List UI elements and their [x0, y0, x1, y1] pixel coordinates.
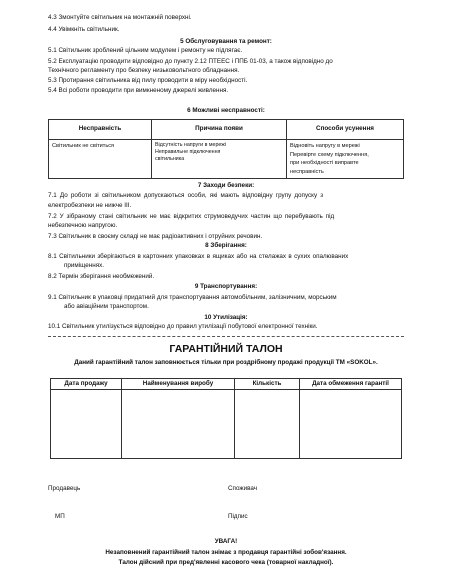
- buyer-label: Споживач: [228, 485, 258, 492]
- warranty-table-entry-row: [51, 390, 402, 459]
- remedy-cell: [287, 140, 404, 179]
- paragraph-7-2-line2: небезпечною напругою.: [48, 222, 118, 229]
- paragraph-8-2: 8.2 Термін зберігання необмежений.: [48, 273, 155, 280]
- seller-label: Продавець: [48, 485, 81, 492]
- fault-text: Світильник не світиться: [52, 143, 115, 149]
- warranty-table: [50, 378, 402, 459]
- cause-line-2: Неправильне підключення: [155, 149, 221, 155]
- section-5-heading: 5 Обслуговування та ремонт:: [180, 38, 272, 45]
- remedy-line-3: при необхідності виправте: [290, 160, 359, 167]
- remedy-line-1: Відновіть напругу в мережі: [290, 143, 360, 149]
- faults-table-header-row: [49, 120, 404, 140]
- remedy-line-2: Перевірте схему підключення,: [290, 151, 369, 158]
- sale-date-cell[interactable]: [51, 390, 122, 459]
- paragraph-9-1-line1: 9.1 Світильник в упаковці придатний для транспортування автомобільним, залізничним, морським: [48, 294, 337, 301]
- quantity-cell[interactable]: [235, 390, 300, 459]
- paragraph-5-4: 5.4 Всі роботи проводити при вимкненому джерелі живлення.: [48, 87, 229, 94]
- section-8-heading: 8 Зберігання:: [205, 242, 247, 249]
- paragraph-5-2-line1: 5.2 Експлуатацію проводити відповідно до пункту 2.12 ПТЕЕС і ППБ 01-03, а також відповідно до: [48, 58, 333, 65]
- notice-line-2: Талон дійсний при пред'явленні касового чека (товарної накладної).: [118, 559, 334, 566]
- cause-line-1: Відсутність напруги в мережі: [155, 142, 226, 148]
- paragraph-8-1-line2: приміщеннях.: [64, 262, 105, 269]
- paragraph-4-4: 4.4 Увімкніть світильник.: [48, 26, 120, 33]
- warranty-title: ГАРАНТІЙНИЙ ТАЛОН: [169, 343, 283, 355]
- paragraph-7-3: 7.3 Світильник в своєму складі не має радіоактивних і отруйних речовин.: [48, 233, 263, 240]
- warranty-subtitle: Даний гарантійний талон заповнюється тільки при роздрібному продажі продукції ТМ «SOKOL».: [74, 359, 378, 366]
- warranty-table-header: [51, 379, 402, 390]
- warranty-date-cell[interactable]: [300, 390, 402, 459]
- signature-label: Підпис: [228, 513, 248, 520]
- warranty-col-warranty-date: Дата обмеження гарантії: [300, 379, 402, 390]
- paragraph-4-3: 4.3 Змонтуйте світильник на монтажній поверхні.: [48, 14, 192, 21]
- warranty-col-product-name: Найменування виробу: [122, 379, 235, 390]
- faults-col-cause: Причина появи: [152, 120, 287, 140]
- paragraph-5-2-line2: Технічного регламенту про безпеку низьковольтного обладнання.: [48, 67, 240, 74]
- cause-line-3: світильника: [155, 156, 185, 162]
- paragraph-5-1: 5.1 Світильник зроблений цільним модулем і ремонту не підлягає.: [48, 47, 243, 54]
- warranty-col-quantity: Кількість: [235, 379, 300, 390]
- fault-cell: [49, 140, 152, 179]
- section-10-heading: 10 Утилізація:: [204, 314, 248, 321]
- paragraph-7-1-line1: 7.1 До роботи зі світильником допускаються особи, які мають відповідну групу допуску з: [48, 192, 324, 199]
- stamp-label: МП: [55, 513, 65, 520]
- faults-col-remedy: Способи усунення: [287, 120, 404, 140]
- paragraph-7-1-line2: електробезпеки не нижче III.: [48, 202, 132, 209]
- cut-line: [48, 336, 404, 337]
- paragraph-5-3: 5.3 Протирання світильника від пилу проводити в міру необхідності.: [48, 77, 248, 84]
- product-name-cell[interactable]: [122, 390, 235, 459]
- paragraph-7-2-line1: 7.2 У зібраному стані світильник не має відкритих струмоведучих частин що перебувають під: [48, 213, 335, 220]
- faults-col-fault: Несправність: [49, 120, 152, 140]
- paragraph-10-1: 10.1 Світильник утилізується відповідно до правил утилізації побутової електронної техніки.: [48, 323, 318, 330]
- notice-title: УВАГА!: [214, 538, 238, 545]
- cause-cell: [152, 140, 287, 179]
- notice-line-1: Незаповнений гарантійний талон знімає з продавця гарантійні зобов'язання.: [105, 549, 347, 556]
- section-7-heading: 7 Заходи безпеки:: [197, 182, 255, 189]
- faults-table-row: [49, 140, 404, 179]
- warranty-col-sale-date: Дата продажу: [51, 379, 122, 390]
- paragraph-9-1-line2: або авіаційним транспортом.: [64, 303, 149, 310]
- remedy-line-4: несправність: [290, 168, 324, 175]
- faults-table: [48, 119, 404, 179]
- section-9-heading: 9 Транспортування:: [194, 283, 258, 290]
- section-6-heading: 6 Можливі несправності:: [187, 107, 265, 114]
- paragraph-8-1-line1: 8.1 Світильники зберігаються в картонних упаковках в ящиках або на стелажах в сухих опалюваних: [48, 253, 349, 260]
